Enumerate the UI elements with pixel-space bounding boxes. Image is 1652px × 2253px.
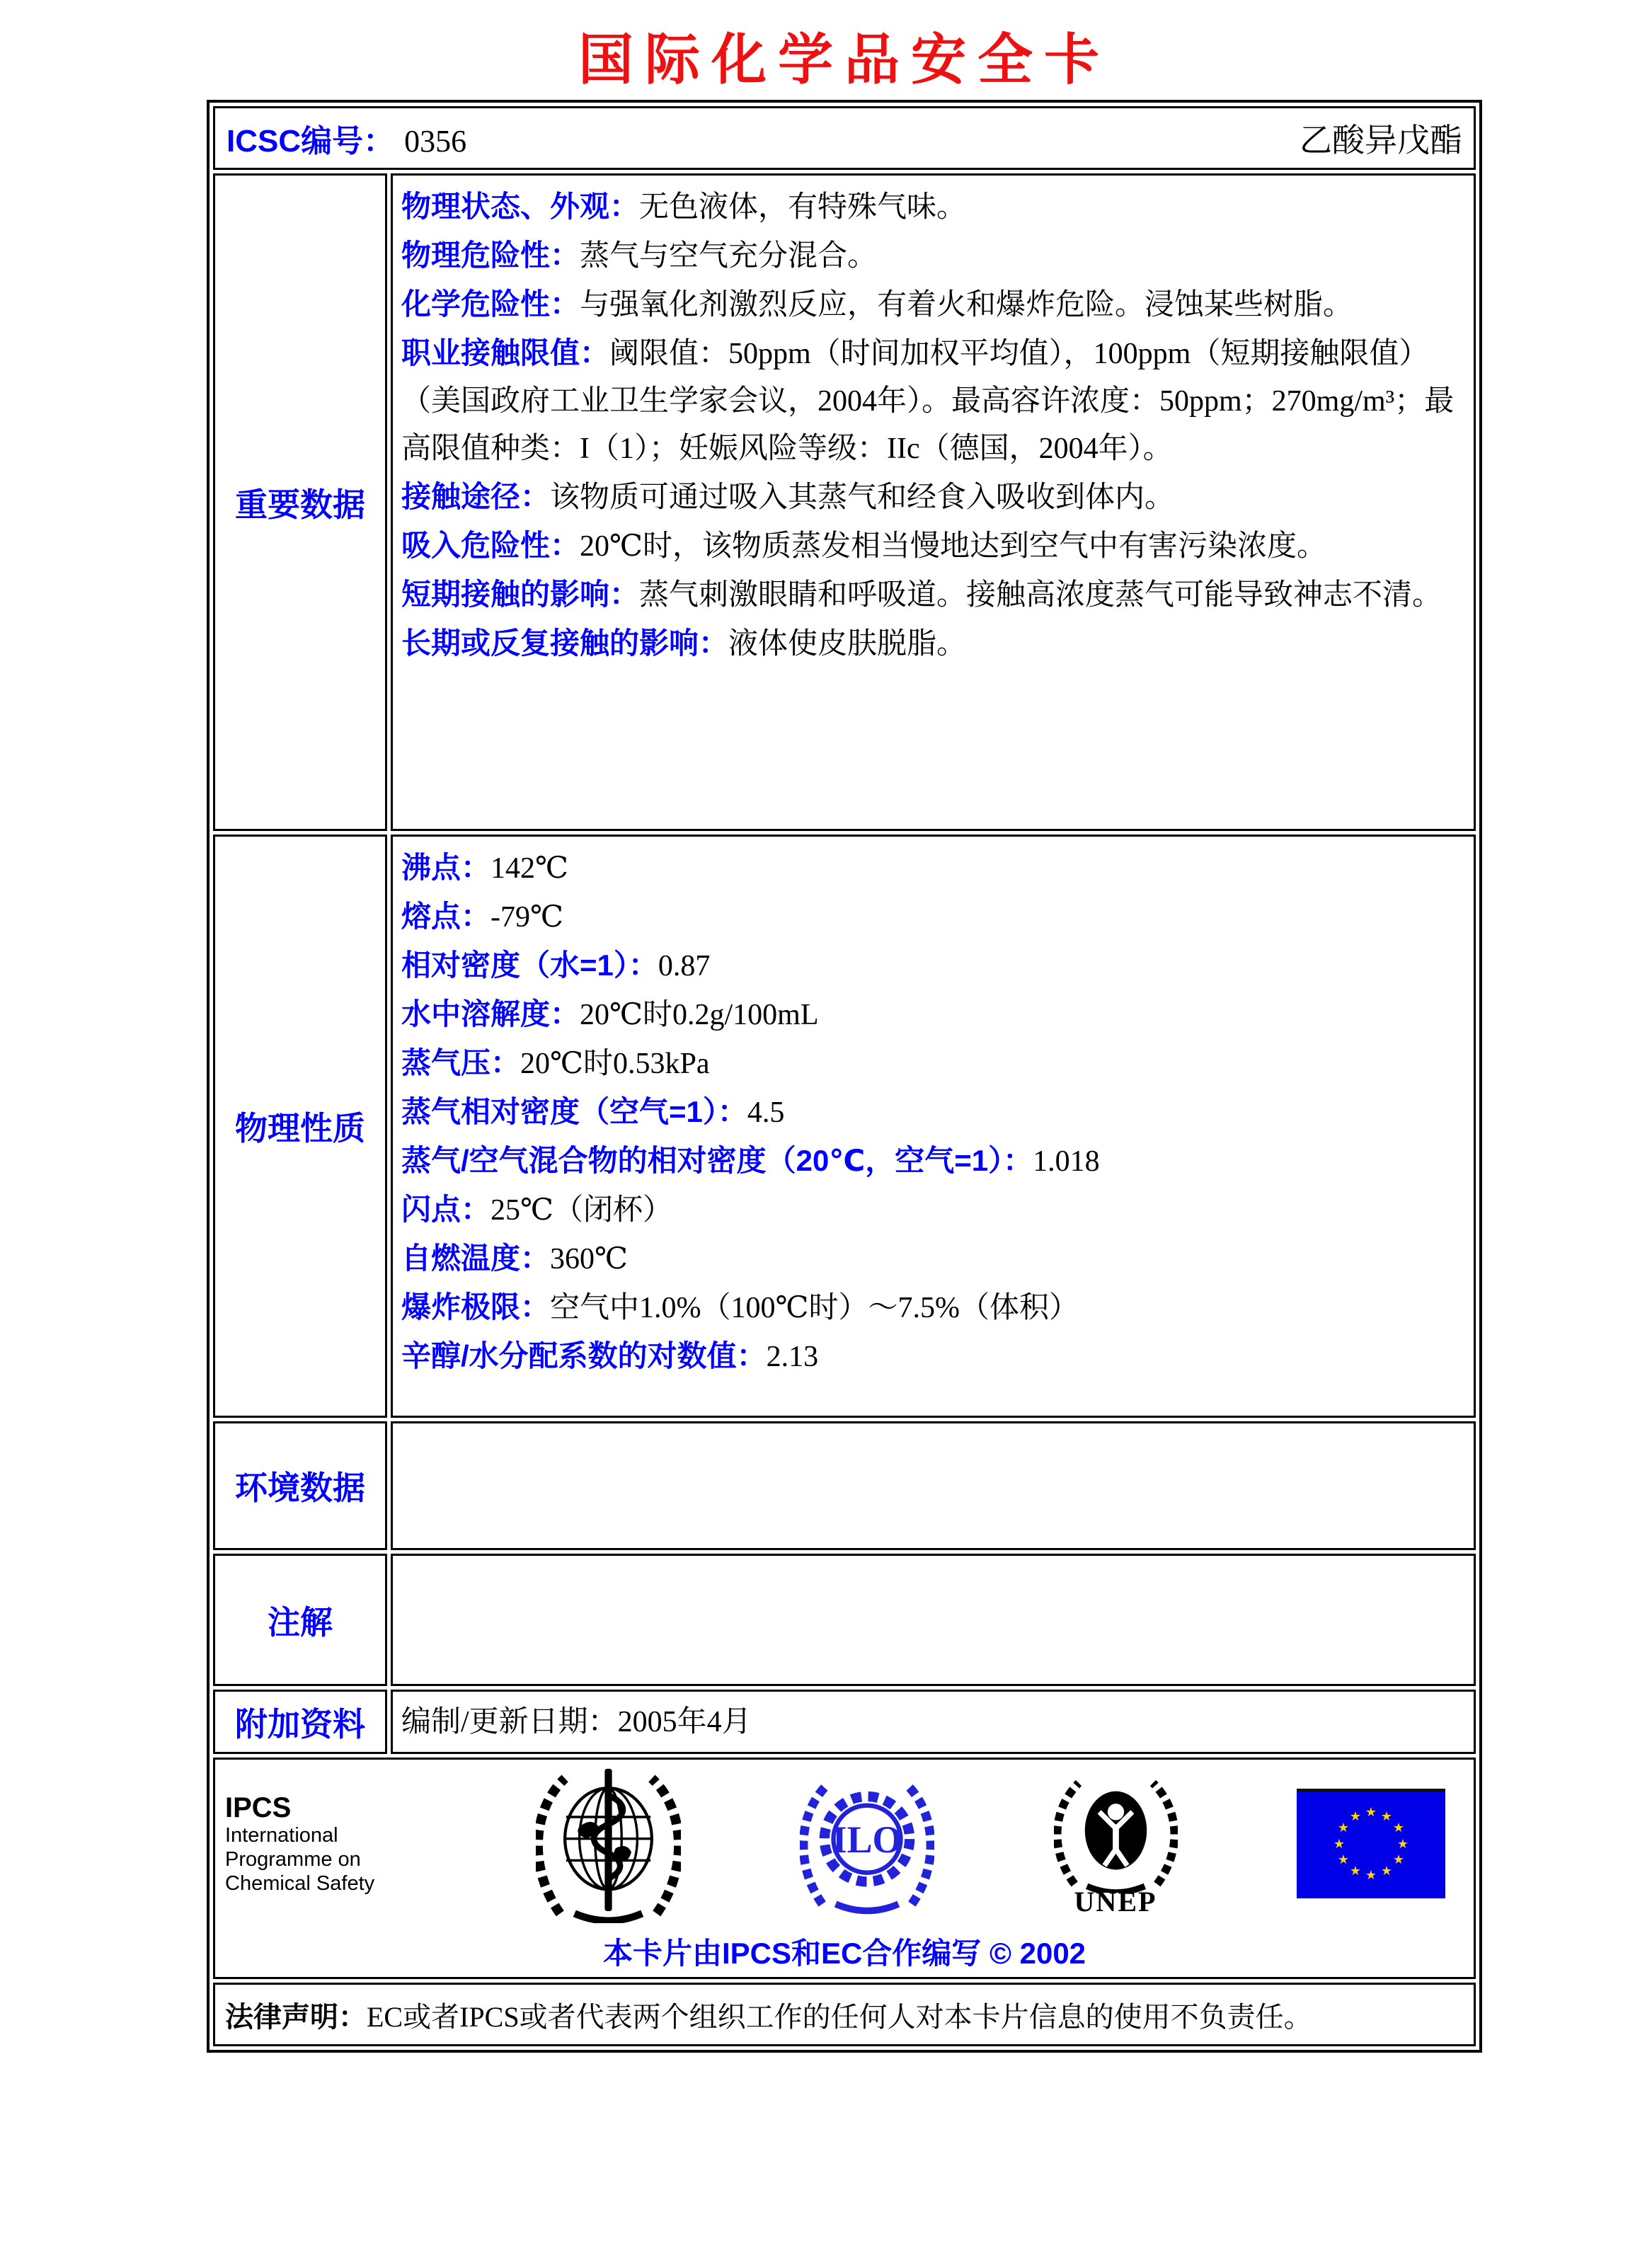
page-title: 国际化学品安全卡 [578, 29, 1111, 91]
property-value: 编制/更新日期：2005年4月 [401, 1706, 752, 1738]
credit-text: 本卡片由IPCS和EC合作编写 [602, 1937, 982, 1970]
additional-info-content [391, 1690, 1476, 1754]
property-value: 液体使皮肤脱脂。 [728, 628, 967, 660]
icsc-number-group [226, 115, 466, 161]
property-line [401, 1283, 1464, 1332]
property-label: 短期接触的影响： [401, 578, 640, 611]
additional-info-row [213, 1690, 1476, 1754]
property-label: 蒸气相对密度（空气=1）： [401, 1095, 747, 1128]
notes-row [213, 1554, 1476, 1686]
property-line [401, 1234, 1464, 1283]
section-label-important-data: 重要数据 [213, 173, 387, 831]
icsc-card-table [207, 100, 1482, 2053]
ipcs-subtitle-line: Programme on [225, 1847, 361, 1871]
environmental-data-row [213, 1421, 1476, 1550]
svg-text:★: ★ [1349, 1864, 1362, 1879]
svg-text:★: ★ [1380, 1864, 1393, 1879]
who-logo-icon [536, 1764, 681, 1923]
property-line [401, 571, 1464, 619]
property-label: 物理状态、外观： [401, 190, 640, 223]
property-line [401, 1088, 1464, 1137]
property-line [401, 1137, 1464, 1186]
property-value: 25℃（闭杯） [491, 1194, 672, 1227]
property-label: 物理危险性： [401, 239, 580, 272]
property-label: 闪点： [401, 1193, 491, 1226]
property-line [401, 990, 1464, 1039]
property-value: 该物质可通过吸入其蒸气和经食入吸收到体内。 [550, 481, 1175, 514]
ipcs-subtitle-line: Chemical Safety [225, 1871, 375, 1895]
property-line [401, 329, 1464, 473]
eu-flag-icon [1297, 1789, 1445, 1898]
legal-cell [213, 1983, 1476, 2046]
property-line [401, 1186, 1464, 1234]
ilo-logo-icon [800, 1767, 934, 1920]
property-label: 自燃温度： [401, 1242, 551, 1275]
important-data-content [391, 173, 1476, 831]
svg-text:★: ★ [1392, 1821, 1405, 1835]
property-value: 无色液体，有特殊气味。 [639, 191, 967, 224]
property-label: 沸点： [401, 851, 491, 884]
legal-text: EC或者IPCS或者代表两个组织工作的任何人对本卡片信息的使用不负责任。 [367, 2000, 1312, 2033]
credit-year: © 2002 [989, 1937, 1086, 1970]
property-line [401, 522, 1464, 571]
ipcs-text-block [225, 1792, 416, 1896]
svg-text:★: ★ [1365, 1805, 1377, 1820]
property-line [401, 1039, 1464, 1088]
important-data-row [213, 173, 1476, 831]
property-value: -79℃ [491, 901, 563, 934]
ipcs-subtitle-line: International [225, 1823, 338, 1847]
chemical-name: 乙酸异戊酯 [1300, 122, 1462, 159]
header-row [213, 106, 1476, 170]
property-line [401, 183, 1464, 231]
svg-text:★: ★ [1392, 1852, 1405, 1867]
legal-row [213, 1983, 1476, 2046]
property-label: 接触途径： [401, 480, 551, 513]
legal-label: 法律声明： [225, 2001, 367, 2033]
header-cell [213, 106, 1476, 170]
svg-text:★: ★ [1333, 1837, 1346, 1852]
property-line [401, 844, 1464, 893]
property-line [401, 893, 1464, 941]
logos-row [213, 1758, 1476, 1979]
property-line [401, 619, 1464, 668]
svg-text:ILO: ILO [832, 1818, 902, 1862]
credit-line [222, 1930, 1467, 1973]
property-label: 化学危险性： [401, 287, 580, 321]
property-label: 辛醇/水分配系数的对数值： [401, 1339, 767, 1372]
svg-text:★: ★ [1349, 1809, 1362, 1824]
svg-text:★: ★ [1337, 1852, 1350, 1867]
property-value: 1.018 [1033, 1145, 1100, 1178]
property-value: 20℃时0.53kPa [520, 1048, 710, 1080]
property-label: 熔点： [401, 900, 491, 933]
icsc-number-value: 0356 [404, 124, 467, 159]
icsc-number-label: ICSC编号： [226, 124, 395, 159]
property-value: 2.13 [766, 1341, 819, 1373]
property-value: 4.5 [747, 1096, 785, 1129]
property-label: 长期或反复接触的影响： [401, 626, 729, 660]
section-label-physical-properties: 物理性质 [213, 835, 387, 1418]
svg-text:★: ★ [1337, 1821, 1350, 1835]
property-label: 相对密度（水=1）： [401, 948, 658, 982]
property-value: 蒸气刺激眼睛和呼吸道。接触高浓度蒸气可能导致神志不清。 [639, 579, 1442, 612]
svg-text:★: ★ [1365, 1868, 1377, 1883]
property-value: 蒸气与空气充分混合。 [580, 240, 878, 273]
property-label: 蒸气压： [401, 1046, 521, 1079]
property-line [401, 941, 1464, 990]
property-value: 20℃时0.2g/100mL [580, 999, 819, 1031]
property-label: 职业接触限值： [401, 336, 610, 369]
property-value: 空气中1.0%（100℃时）～7.5%（体积） [550, 1292, 1079, 1324]
property-label: 蒸气/空气混合物的相对密度（20℃，空气=1）： [401, 1144, 1033, 1177]
physical-properties-row [213, 835, 1476, 1418]
physical-properties-content [391, 835, 1476, 1418]
logos-cell [213, 1758, 1476, 1979]
property-line [401, 1699, 1464, 1746]
property-value: 阈限值：50ppm（时间加权平均值），100ppm（短期接触限值）（美国政府工业卫生学家会议，2004年）。最高容许浓度：50ppm；270mg/m³；最高限值种类：I（1）；妊娠风险等级：IIc（德国，2004年）。 [401, 338, 1455, 465]
section-label-additional-info: 附加资料 [213, 1690, 387, 1754]
section-label-notes: 注解 [213, 1554, 387, 1686]
property-value: 360℃ [550, 1243, 628, 1275]
property-line [401, 1332, 1464, 1381]
svg-text:★: ★ [1396, 1837, 1409, 1852]
unep-logo-icon [1054, 1772, 1178, 1893]
ipcs-title: IPCS [225, 1791, 292, 1823]
property-value: 142℃ [491, 852, 568, 885]
property-label: 爆炸极限： [401, 1290, 551, 1324]
property-value: 0.87 [658, 950, 711, 982]
section-label-environmental-data: 环境数据 [213, 1421, 387, 1550]
environmental-data-content [391, 1421, 1476, 1550]
unep-caption: UNEP [1074, 1885, 1157, 1917]
property-line [401, 231, 1464, 280]
unep-logo-block [1054, 1772, 1178, 1915]
property-line [401, 280, 1464, 329]
property-label: 吸入危险性： [401, 529, 580, 562]
notes-content [391, 1554, 1476, 1686]
property-value: 20℃时，该物质蒸发相当慢地达到空气中有害污染浓度。 [580, 530, 1327, 563]
property-line [401, 473, 1464, 522]
property-label: 水中溶解度： [401, 997, 580, 1031]
svg-text:★: ★ [1380, 1809, 1393, 1824]
property-value: 与强氧化剂激烈反应，有着火和爆炸危险。浸蚀某些树脂。 [580, 289, 1353, 321]
